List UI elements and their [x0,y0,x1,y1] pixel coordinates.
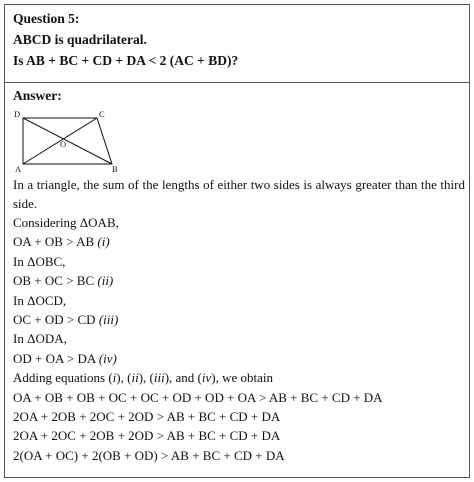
adding-sep-1: ), ( [116,370,132,386]
question-inequality: Is AB + BC + CD + DA < 2 (AC + BD)? [13,53,239,68]
step4-heading: In ΔODA, [13,331,67,347]
question-box [4,4,470,83]
step2-inequality [13,271,469,290]
step4-tag: (iv) [98,350,117,366]
adding-sep-2: ), ( [138,370,154,386]
vertex-label-d: D [14,109,21,119]
triangle-inequality-statement: In a triangle, the sum of the lengths of either two sides is always greater than the third side. [13,177,465,211]
quadrilateral-figure [13,109,123,173]
vertex-label-c: C [99,109,105,119]
step1-expression: OA + OB > AB [13,234,98,250]
step1-heading: Considering ΔOAB, [13,215,119,230]
answer-label: Answer: [13,88,62,103]
step3-inequality [13,310,469,329]
step1-inequality [13,232,469,251]
adding-ref-i: i [112,370,117,386]
vertex-label-a: A [15,164,22,173]
vertex-label-b: B [112,164,118,173]
step4-inequality [13,349,469,368]
adding-statement [13,368,469,387]
vertex-label-o: O [60,139,67,149]
sum-equation-1: OA + OB + OB + OC + OC + OD + OD + OA > AB + BC + CD + DA [13,389,383,405]
step2-heading: In ΔOBC, [13,253,66,269]
question-title: Question 5: [13,11,80,26]
step3-expression: OC + OD > CD [13,312,99,328]
adding-sep-3: ), and ( [164,370,202,386]
question-statement: ABCD is quadrilateral. [13,32,147,47]
step1-tag: (i) [97,234,110,250]
answer-box [4,83,470,478]
step3-heading: In ΔOCD, [13,292,67,308]
step3-tag: (iii) [98,312,119,328]
step2-expression: OB + OC > BC [13,273,98,289]
step4-expression: OD + OA > DA [13,350,99,366]
adding-suffix: ), we obtain [211,370,274,386]
adding-ref-iv: iv [201,370,212,386]
adding-ref-iii: iii [153,370,165,386]
sum-equation-4: 2(OA + OC) + 2(OB + OD) > AB + BC + CD + DA [13,447,285,463]
sum-equation-2: 2OA + 2OB + 2OC + 2OD > AB + BC + CD + DA [13,409,281,425]
adding-prefix: Adding equations ( [13,370,113,386]
adding-ref-ii: ii [131,370,139,386]
sum-equation-3: 2OA + 2OC + 2OB + 2OD > AB + BC + CD + DA [13,428,281,444]
step2-tag: (ii) [97,273,114,289]
diagonal-db [23,118,112,164]
